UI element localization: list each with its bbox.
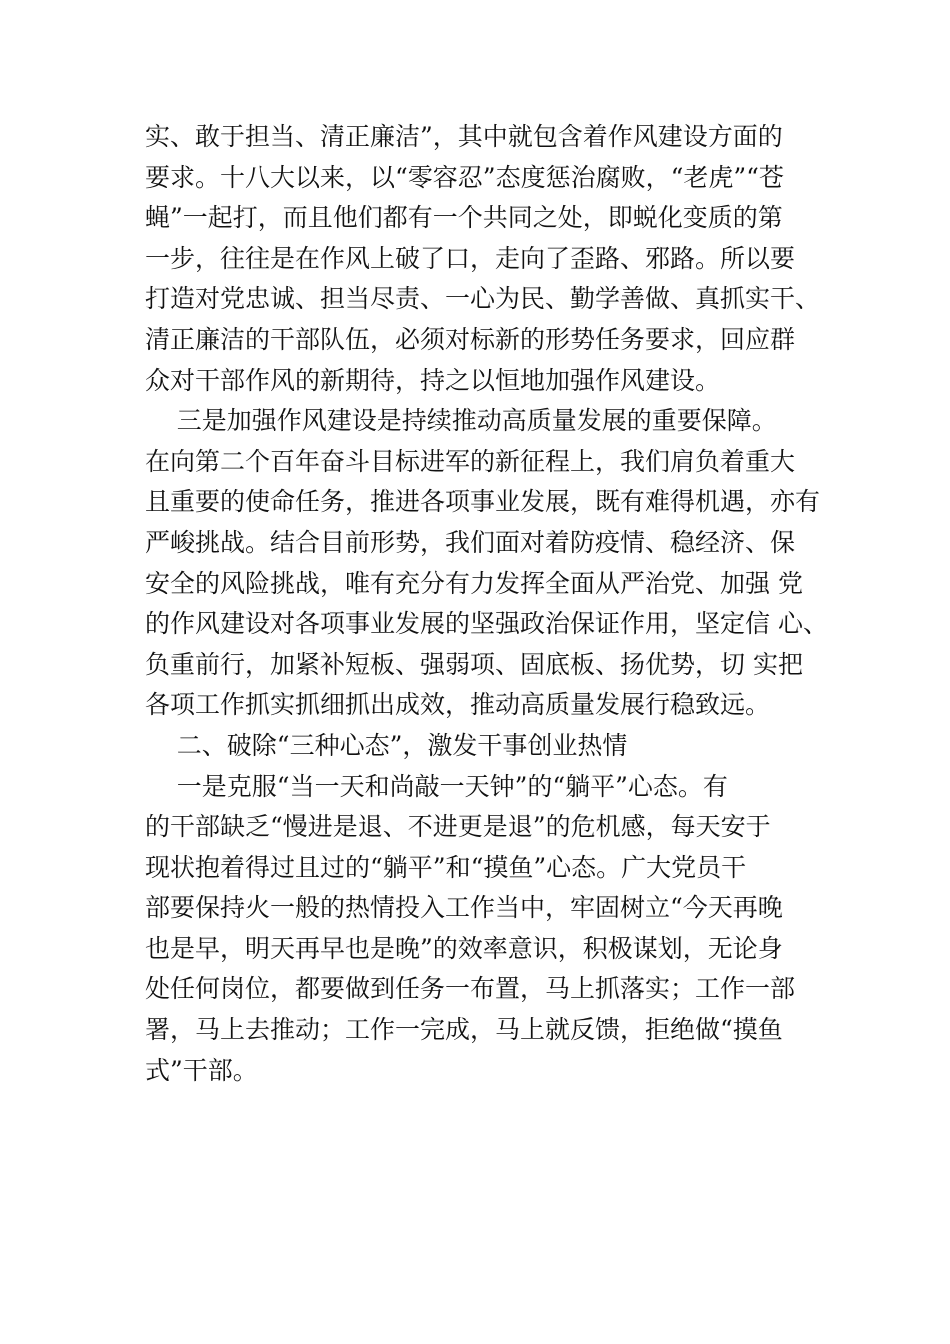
paragraph-start-line: 三是加强作风建设是持续推动高质量发展的重要保障。 bbox=[145, 406, 777, 436]
text-line: 负重前行，加紧补短板、强弱项、固底板、扬优势，切 实把 bbox=[145, 649, 803, 679]
text-line: 署，马上去推动；工作一完成，马上就反馈，拒绝做“摸鱼 bbox=[145, 1015, 783, 1045]
text-line: 式”干部。 bbox=[145, 1055, 258, 1085]
text-line: 一步，往往是在作风上破了口，走向了歪路、邪路。所以要 bbox=[145, 243, 796, 273]
text-line: 打造对党忠诚、担当尽责、一心为民、勤学善做、真抓实干、 bbox=[145, 284, 821, 314]
text-line: 清正廉洁的干部队伍，必须对标新的形势任务要求，回应群 bbox=[145, 324, 796, 354]
text-line: 众对干部作风的新期待，持之以恒地加强作风建设。 bbox=[145, 365, 721, 395]
body-text bbox=[145, 117, 828, 1091]
paragraph-start-line: 一是克服“当一天和尚敲一天钟”的“躺平”心态。有 bbox=[145, 771, 728, 801]
text-line: 在向第二个百年奋斗目标进军的新征程上，我们肩负着重大 bbox=[145, 446, 796, 476]
text-line: 现状抱着得过且过的“躺平”和“摸鱼”心态。广大党员干 bbox=[145, 852, 747, 882]
text-line: 严峻挑战。结合目前形势，我们面对着防疫情、稳经济、保 bbox=[145, 527, 796, 557]
text-line: 各项工作抓实抓细抓出成效，推动高质量发展行稳致远。 bbox=[145, 690, 771, 720]
text-line: 也是早，明天再早也是晚”的效率意识，积极谋划，无论身 bbox=[145, 933, 783, 963]
text-line: 实、敢于担当、清正廉洁”，其中就包含着作风建设方面的 bbox=[145, 122, 783, 151]
text-line: 且重要的使命任务，推进各项事业发展，既有难得机遇，亦有 bbox=[145, 487, 821, 517]
text-line: 蝇”一起打，而且他们都有一个共同之处，即蜕化变质的第 bbox=[145, 203, 783, 233]
text-line: 处任何岗位，都要做到任务一布置，马上抓落实；工作一部 bbox=[145, 974, 796, 1004]
text-line: 要求。十八大以来，以“零容忍”态度惩治腐败，“老虎”“苍 bbox=[145, 162, 784, 192]
section-heading: 二、破除“三种心态”，激发干事创业热情 bbox=[145, 730, 628, 760]
text-line: 部要保持火一般的热情投入工作当中，牢固树立“今天再晚 bbox=[145, 893, 783, 923]
text-line: 的作风建设对各项事业发展的坚强政治保证作用，坚定信 心、 bbox=[145, 609, 828, 639]
text-line: 的干部缺乏“慢进是退、不进更是退”的危机感，每天安于 bbox=[145, 812, 771, 842]
text-line: 安全的风险挑战，唯有充分有力发挥全面从严治党、加强 党 bbox=[145, 568, 803, 598]
